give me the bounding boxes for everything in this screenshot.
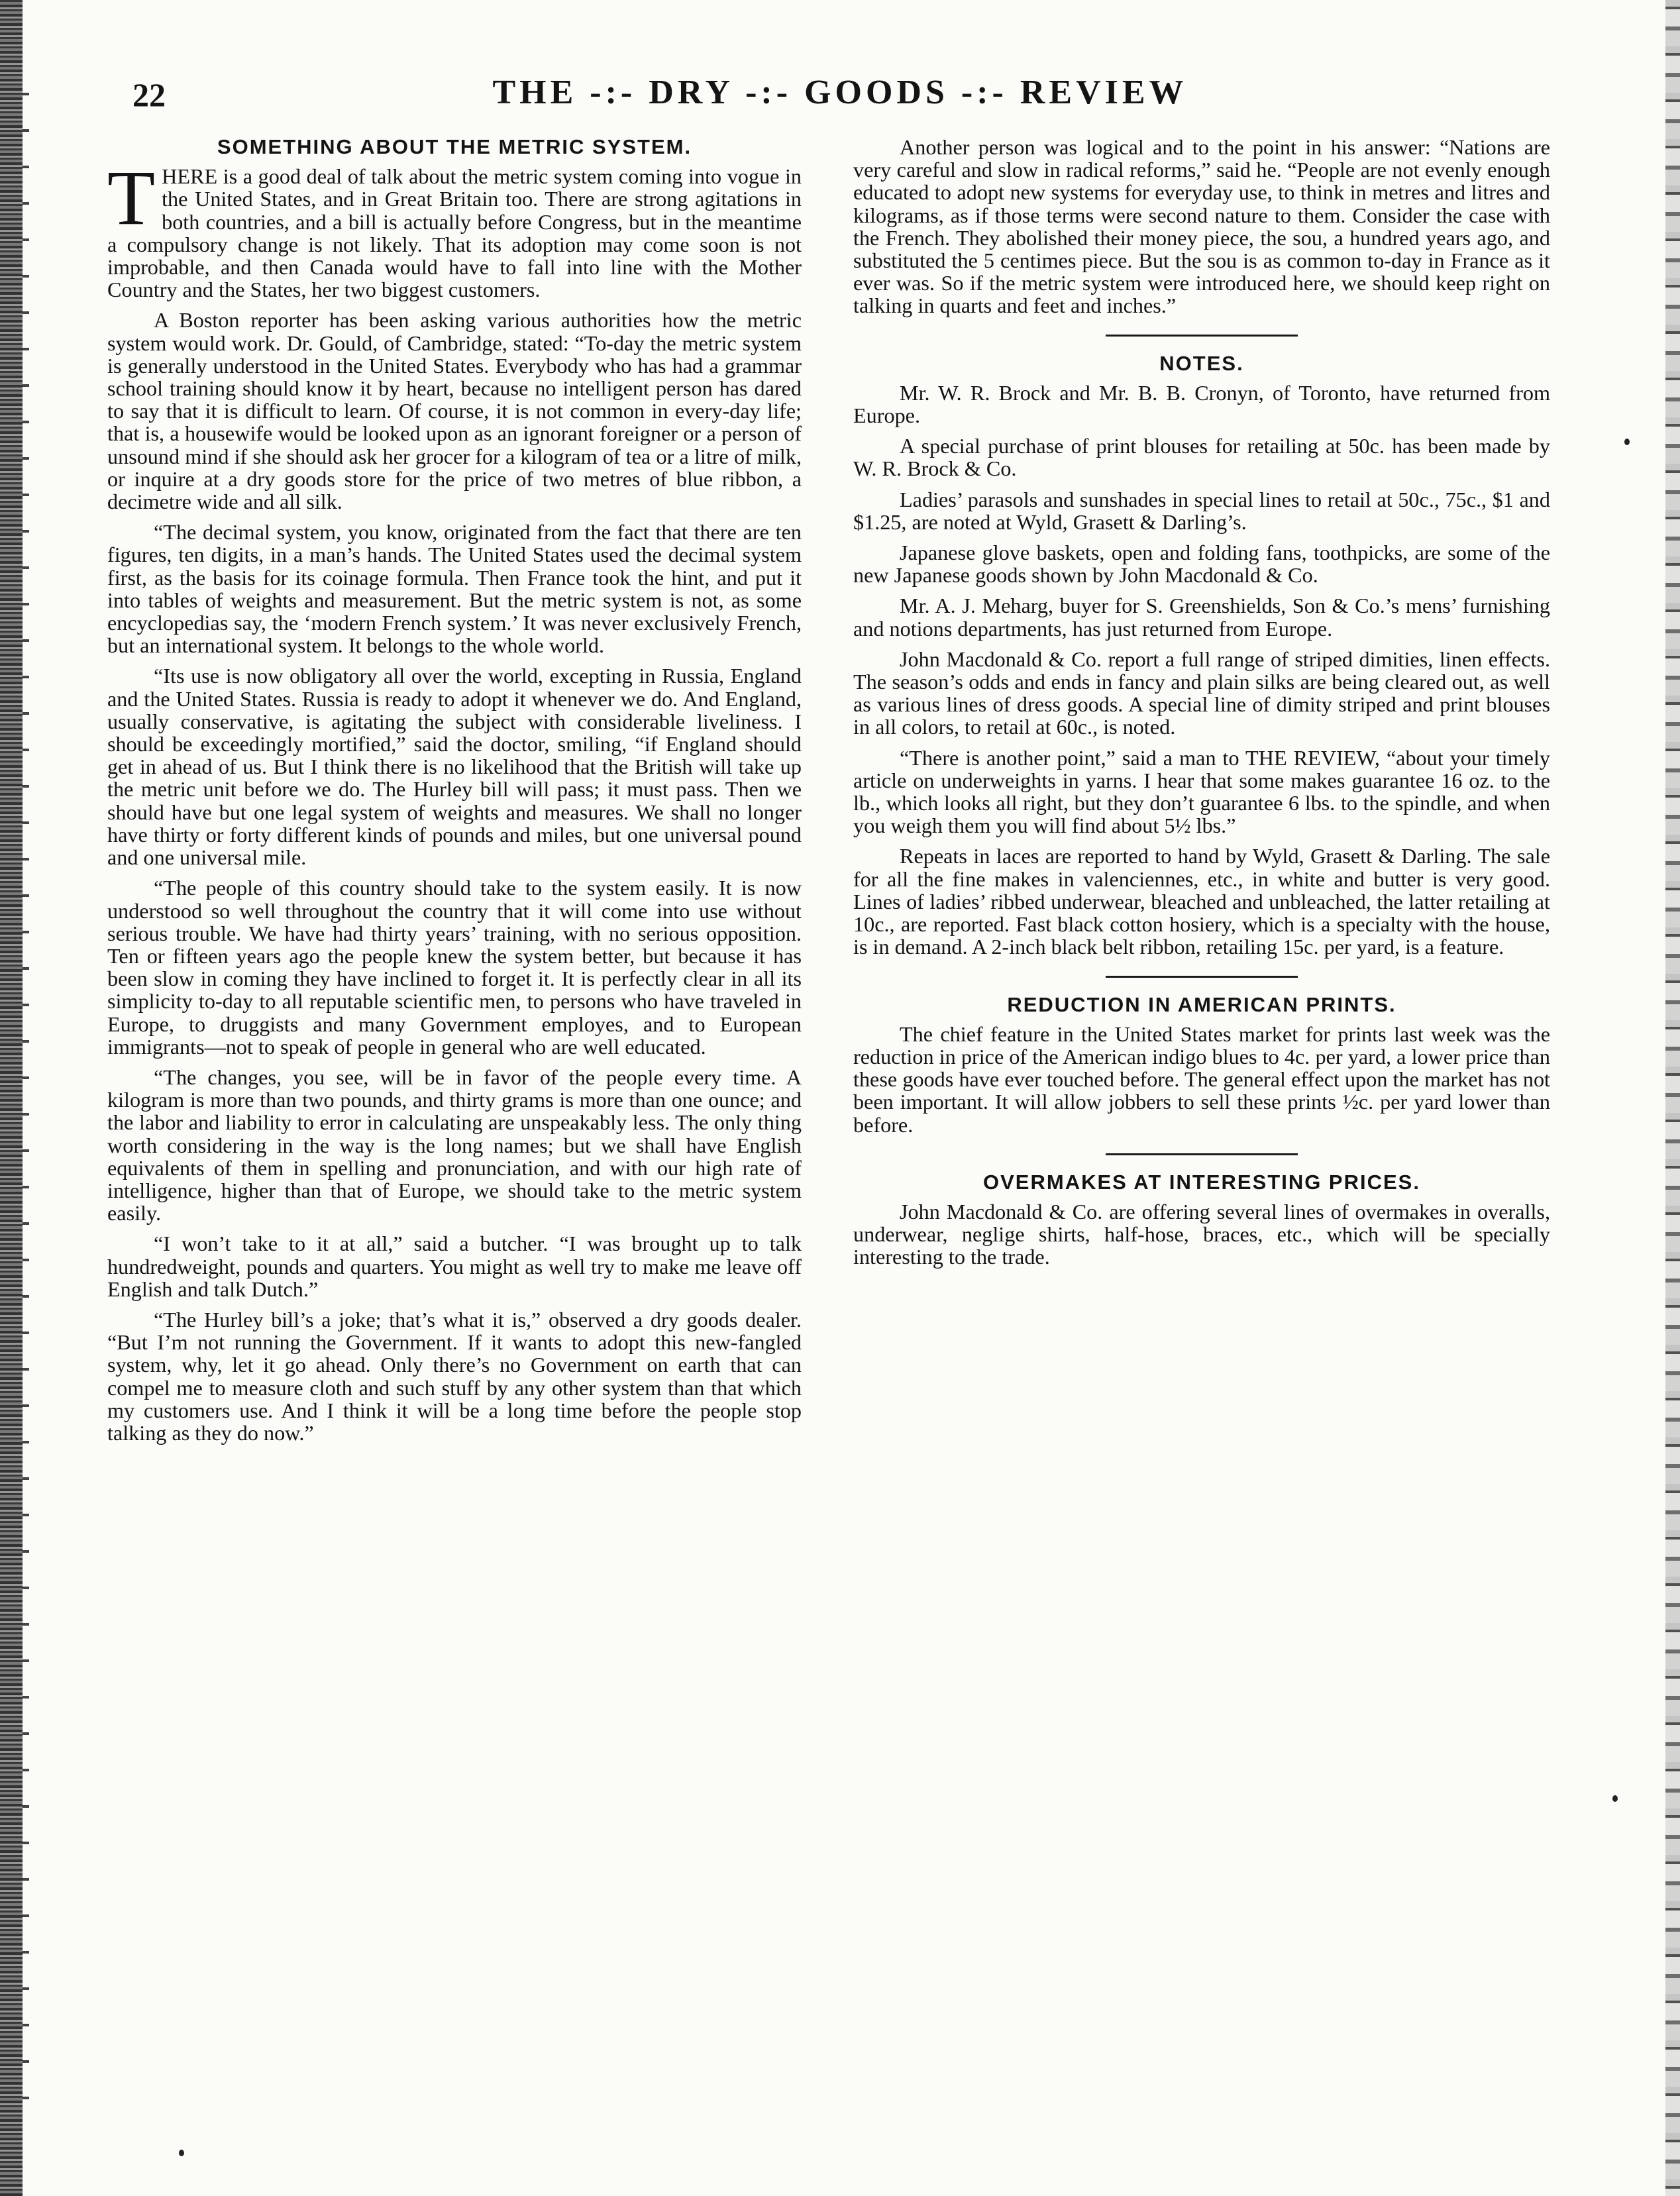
notes-title: NOTES. (1159, 351, 1244, 375)
overmakes-article-title: OVERMAKES AT INTERESTING PRICES. (983, 1170, 1420, 1194)
metric-paragraph-9: Another person was logical and to the point in his answer: “Nations are very careful and slow in radical reforms,” said he. “People are not evenly enough educated to adopt new systems for everyday use, to think in metres and litres and kilograms, as if those terms were second nature to them. Consider the case with the French. They abolished their money piece, the sou, a hundred years ago, and substituted the 5 centimes piece. But the sou is as common to-day in France as it ever was. So if the metric system were introduced here, we should keep right on talking in quarts and feet and inches.” (853, 135, 1550, 318)
metric-paragraph-2: A Boston reporter has been asking various authorities how the metric system would work. Dr. Gould, of Cambridge, stated: “To-day the metric system is generally understood in the United States. Everybody who has had a grammar school training should know it by heart, because no intelligent person has dared to say that it is difficult to learn. Of course, it is not common in every-day life; that is, a housewife would be looked upon as an ignorant foreigner or a person of unsound mind if she should ask her grocer for a kilogram of tea or a litre of milk, or inquire at a dry goods store for the price of two metres of blue ribbon, a decimetre wide and all silk. (107, 308, 802, 514)
metric-paragraph-3: “The decimal system, you know, originated from the fact that there are ten figures, ten digits, in a man’s hands. The United States used the decimal system first, as the basis for its coinage formula. Then France took the hint, and put it into tables of weights and measurement. But the metric system is not, as some encyclopedias say, the ‘modern French system.’ It was never exclusively French, but an international system. It belongs to the whole world. (107, 520, 802, 658)
section-divider (1106, 335, 1298, 337)
overmakes-article-body: John Macdonald & Co. are offering several lines of overmakes in overalls, underwear, neglige shirts, half-hose, braces, etc., which will be specially interesting to the trade. (853, 1199, 1550, 1269)
scan-speck (1612, 1795, 1618, 1802)
metric-paragraph-5: “The people of this country should take to the system easily. It is now understood so well throughout the country that it will come into use without serious trouble. We have had thirty years’ training, with no serious opposition. Ten or fifteen years ago the people knew the system better, but because it has been slow in coming they have inclined to forget it. It is perfectly clear in all its simplicity to-day to all reputable scientific men, to persons who have traveled in Europe, to druggists and many Government employes, and to European immigrants—not to speak of people in general who are well educated. (107, 876, 802, 1059)
section-divider (1106, 1153, 1298, 1155)
metric-paragraph-4: “Its use is now obligatory all over the world, excepting in Russia, England and the United States. Russia is ready to adopt it whenever we do. And England, usually conservative, is agitating the subject with considerable liveliness. I should be exceedingly mortified,” said the doctor, smiling, “if England should get in ahead of us. But I think there is no likelihood that the British will take up the metric unit before we do. The Hurley bill will pass; it must pass. Then we should have but one legal system of weights and measures. We shall no longer have thirty or forty different kinds of pounds and miles, but one universal pound and one universal mile. (107, 664, 802, 870)
masthead-title: THE -:- DRY -:- GOODS -:- REVIEW (492, 74, 1188, 111)
metric-paragraph-6: “The changes, you see, will be in favor of the people every time. A kilogram is more than two pounds, and thirty grams is more than one ounce; and the labor and liability to error in calculating are unspeakably less. The only thing worth considering in the way is the long names; but we shall have English equivalents of them in spelling and pronunciation, and with our high rate of intelligence, higher than that of Europe, we should take to the metric system easily. (107, 1065, 802, 1226)
scan-speck (1624, 439, 1630, 445)
note-item: Repeats in laces are reported to hand by Wyld, Grasett & Darling. The sale for all the fine makes in valenciennes, etc., in white and butter is very good. Lines of ladies’ ribbed underwear, bleached and unbleached, the latter retailing at 10c., are reported. Fast black cotton hosiery, which is a specialty with the house, is in demand. A 2-inch black belt ribbon, retailing 15c. per yard, is a feature. (853, 844, 1550, 959)
scan-right-edge (1665, 0, 1680, 2196)
note-item: Mr. A. J. Meharg, buyer for S. Greenshields, Son & Co.’s mens’ furnishing and notions departments, has just returned from Europe. (853, 594, 1550, 641)
section-divider (1106, 976, 1298, 978)
note-item: Ladies’ parasols and sunshades in special lines to retail at 50c., 75c., $1 and $1.25, are noted at Wyld, Grasett & Darling’s. (853, 487, 1550, 534)
page-number: 22 (132, 76, 166, 113)
note-item: A special purchase of print blouses for retailing at 50c. has been made by W. R. Brock & Co. (853, 434, 1550, 481)
scan-speck (179, 2150, 184, 2156)
scan-left-binding (23, 79, 29, 2133)
note-item: John Macdonald & Co. report a full range of striped dimities, linen effects. The season’s odds and ends in fancy and plain silks are being cleared out, as well as various lines of dress goods. A special line of dimity striped and print blouses in all colors, to retail at 60c., is noted. (853, 647, 1550, 739)
page-header (0, 73, 1680, 126)
metric-paragraph-8: “The Hurley bill’s a joke; that’s what it is,” observed a dry goods dealer. “But I’m not running the Government. If it wants to adopt this new-fangled system, why, let it go ahead. Only there’s no Government on earth that can compel me to measure cloth and such stuff by any other system than that which my customers use. And I think it will be a long time before the people stop talking as they do now.” (107, 1307, 802, 1445)
prints-article-body: The chief feature in the United States market for prints last week was the reduction in price of the American indigo blues to 4c. per yard, a lower price than these goods have ever touched before. The general effect upon the market has not been important. It will allow jobbers to sell these prints ½c. per yard lower than before. (853, 1021, 1550, 1137)
drop-cap: T (107, 154, 156, 242)
note-item: “There is another point,” said a man to THE REVIEW, “about your timely article on underweights in yarns. I hear that some makes guarantee 16 oz. to the lb., which looks all right, but they don’t guarantee 6 lbs. to the spindle, and when you weigh them you will find about 5½ lbs.” (853, 745, 1550, 838)
metric-article-paragraph (107, 154, 802, 302)
metric-paragraph-1: HERE is a good deal of talk about the metric system coming into vogue in the United States, and in Great Britain too. There are strong agitations in both countries, and a bill is actually before Congress, but in the meantime a compulsory change is not likely. That its adoption may come soon is not improbable, and then Canada would have to fall into line with the Mother Country and the States, her two biggest customers. (107, 164, 802, 302)
prints-article-title: REDUCTION IN AMERICAN PRINTS. (1007, 992, 1396, 1016)
left-column (107, 136, 802, 1452)
metric-paragraph-7: “I won’t take to it at all,” said a butcher. “I was brought up to talk hundredweight, pounds and quarters. You might as well try to make me leave off English and talk Dutch.” (107, 1231, 802, 1301)
note-item: Mr. W. R. Brock and Mr. B. B. Cronyn, of Toronto, have returned from Europe. (853, 380, 1550, 428)
note-item: Japanese glove baskets, open and folding fans, toothpicks, are some of the new Japanese goods shown by John Macdonald & Co. (853, 541, 1550, 588)
metric-article-title: SOMETHING ABOUT THE METRIC SYSTEM. (217, 135, 692, 158)
scan-left-edge (0, 0, 23, 2196)
right-column (853, 136, 1550, 1277)
